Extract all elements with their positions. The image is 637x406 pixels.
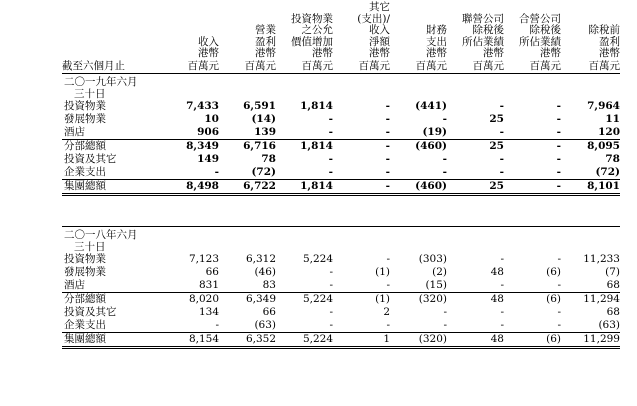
cell-value: - [386, 252, 390, 265]
cell-value: - [500, 278, 504, 291]
table-row [62, 126, 620, 140]
cell-value: (46) [254, 265, 276, 278]
cell-value: 66 [262, 305, 276, 318]
cell-value: 78 [605, 152, 620, 165]
section-2018 [62, 227, 620, 348]
cell-value: - [556, 99, 561, 112]
pretax-profit-column-header: 除稅前 盈利 港幣 [588, 24, 620, 59]
cell-value: - [504, 180, 561, 195]
cell-value: (63) [598, 318, 620, 331]
row-label: 集團總額 [62, 333, 162, 348]
cell-value: 7,964 [587, 99, 620, 112]
cell-value: - [215, 318, 219, 331]
row-label: 集團總額 [62, 180, 162, 195]
cell-value: - [556, 165, 561, 178]
finance-costs-column-header: 財務 支出 港幣 [426, 24, 447, 59]
fair-value-column-header: 投資物業 之公允 價值增加 港幣 [291, 12, 333, 59]
cell-value: 5,224 [302, 252, 333, 265]
table-row [62, 113, 620, 126]
cell-value: 7,123 [188, 252, 219, 265]
associates-unit: 百萬元 [447, 61, 504, 74]
cell-value: 83 [262, 278, 276, 291]
table-row [62, 319, 620, 333]
period-label: 截至六個月止 [62, 59, 125, 72]
section-spacer [62, 195, 620, 227]
cell-value: (6) [546, 265, 561, 278]
cell-value: 906 [197, 125, 219, 138]
cell-value: - [557, 252, 561, 265]
cell-value: 8,154 [162, 333, 219, 348]
cell-value: 134 [198, 305, 219, 318]
cell-value: - [443, 318, 447, 331]
cell-value: 7,433 [186, 99, 219, 112]
row-label: 投資及其它 [64, 305, 117, 318]
cell-value: (1) [333, 293, 390, 307]
period-title: 二〇一八年六月 [62, 227, 620, 242]
cell-value: 5,224 [276, 293, 333, 307]
cell-value: - [504, 140, 561, 154]
cell-value: 8,349 [162, 140, 219, 154]
row-label: 發展物業 [64, 265, 106, 278]
cell-value: - [386, 278, 390, 291]
cell-value: (72) [251, 165, 276, 178]
cell-value: (320) [390, 293, 447, 307]
cell-value: (15) [425, 278, 447, 291]
cell-value: - [499, 99, 504, 112]
cell-value: 1,814 [276, 140, 333, 154]
row-label: 企業支出 [64, 318, 106, 331]
revenue-column-header: 收入 港幣 [198, 35, 219, 59]
cell-value: 1,814 [300, 99, 333, 112]
cell-value: (19) [422, 125, 447, 138]
cell-value: 11 [605, 112, 620, 125]
cell-value: 2 [383, 305, 390, 318]
cell-value: 8,498 [162, 180, 219, 195]
finance-costs-unit: 百萬元 [390, 61, 447, 74]
cell-value: 8,095 [561, 140, 620, 154]
cell-value: (63) [254, 318, 276, 331]
cell-value: 149 [197, 152, 219, 165]
cell-value: 8,020 [162, 293, 219, 307]
joint-ventures-column-header: 合營公司 除稅後 所佔業績 港幣 [519, 12, 561, 59]
cell-value: 8,101 [561, 180, 620, 195]
joint-ventures-unit: 百萬元 [504, 61, 561, 74]
table-row [62, 180, 620, 195]
cell-value: 120 [598, 125, 620, 138]
cell-value: - [328, 165, 333, 178]
cell-value: - [329, 318, 333, 331]
cell-value: (6) [504, 293, 561, 307]
cell-value: 6,716 [219, 140, 276, 154]
table-row [62, 293, 620, 307]
cell-value: (72) [595, 165, 620, 178]
row-label: 分部總額 [62, 293, 162, 307]
cell-value: 48 [447, 293, 504, 307]
cell-value: (1) [375, 265, 390, 278]
cell-value: - [442, 152, 447, 165]
row-label: 發展物業 [64, 112, 106, 125]
operating-profit-unit: 百萬元 [219, 61, 276, 74]
cell-value: 11,233 [583, 252, 620, 265]
cell-value: 11,294 [561, 293, 620, 307]
cell-value: - [442, 165, 447, 178]
cell-value: 25 [447, 140, 504, 154]
table-row [62, 166, 620, 180]
cell-value: 1 [333, 333, 390, 348]
associates-column-header: 聯營公司 除稅後 所佔業績 港幣 [462, 12, 504, 59]
period-title-date: 三十日 [74, 87, 106, 100]
table-row [62, 140, 620, 154]
cell-value: 831 [198, 278, 219, 291]
cell-value: - [333, 180, 390, 195]
revenue-unit: 百萬元 [162, 61, 219, 74]
cell-value: (460) [390, 180, 447, 195]
cell-value: (320) [390, 333, 447, 348]
cell-value: 5,224 [276, 333, 333, 348]
cell-value: - [329, 278, 333, 291]
cell-value: - [328, 125, 333, 138]
table-row [62, 153, 620, 166]
cell-value: - [385, 152, 390, 165]
cell-value: - [556, 152, 561, 165]
cell-value: - [385, 99, 390, 112]
cell-value: (14) [251, 112, 276, 125]
cell-value: - [556, 125, 561, 138]
cell-value: - [499, 125, 504, 138]
table-row [62, 253, 620, 266]
cell-value: (460) [390, 140, 447, 154]
cell-value: - [386, 318, 390, 331]
row-label: 酒店 [64, 278, 85, 291]
table-row [62, 266, 620, 279]
cell-value: 25 [447, 180, 504, 195]
cell-value: - [500, 318, 504, 331]
period-title: 二〇一九年六月 [62, 74, 620, 89]
cell-value: (6) [504, 333, 561, 348]
fair-value-unit: 百萬元 [276, 61, 333, 74]
cell-value: - [329, 265, 333, 278]
cell-value: - [443, 305, 447, 318]
table-row [62, 100, 620, 113]
pretax-profit-unit: 百萬元 [561, 61, 620, 74]
cell-value: 48 [447, 333, 504, 348]
table-row [62, 279, 620, 293]
other-income-column-header: 其它 (支出)/ 收入 淨額 港幣 [357, 1, 390, 59]
cell-value: 48 [490, 265, 504, 278]
cell-value: - [329, 305, 333, 318]
cell-value: - [328, 152, 333, 165]
cell-value: - [385, 165, 390, 178]
cell-value: - [557, 318, 561, 331]
cell-value: 6,352 [219, 333, 276, 348]
cell-value: (303) [418, 252, 447, 265]
cell-value: - [499, 152, 504, 165]
cell-value: (2) [432, 265, 447, 278]
table-row [62, 333, 620, 348]
cell-value: - [385, 125, 390, 138]
row-label: 投資物業 [64, 99, 106, 112]
cell-value: 66 [205, 265, 219, 278]
cell-value: 78 [261, 152, 276, 165]
row-label: 投資及其它 [64, 152, 117, 165]
segment-results-table [62, 2, 620, 349]
cell-value: 6,312 [245, 252, 276, 265]
row-label: 企業支出 [64, 165, 106, 178]
table-row [62, 306, 620, 319]
row-label: 酒店 [64, 125, 85, 138]
period-title-date: 三十日 [74, 240, 106, 253]
cell-value: - [442, 112, 447, 125]
cell-value: 139 [254, 125, 276, 138]
cell-value: 6,349 [219, 293, 276, 307]
cell-value: 68 [606, 305, 620, 318]
cell-value: - [500, 305, 504, 318]
cell-value: 6,591 [243, 99, 276, 112]
cell-value: - [214, 165, 219, 178]
cell-value: 68 [606, 278, 620, 291]
cell-value: - [557, 278, 561, 291]
row-label: 投資物業 [64, 252, 106, 265]
cell-value: 10 [204, 112, 219, 125]
other-income-unit: 百萬元 [333, 61, 390, 74]
section-2019 [62, 74, 620, 195]
cell-value: - [333, 140, 390, 154]
row-label: 分部總額 [62, 140, 162, 154]
cell-value: - [556, 112, 561, 125]
cell-value: 1,814 [276, 180, 333, 195]
cell-value: (7) [605, 265, 620, 278]
cell-value: - [385, 112, 390, 125]
cell-value: 11,299 [561, 333, 620, 348]
cell-value: 6,722 [219, 180, 276, 195]
cell-value: - [499, 165, 504, 178]
cell-value: (441) [415, 99, 447, 112]
table-header [62, 2, 620, 74]
operating-profit-column-header: 營業 盈利 港幣 [255, 24, 276, 59]
cell-value: - [557, 305, 561, 318]
cell-value: - [500, 252, 504, 265]
cell-value: 25 [489, 112, 504, 125]
cell-value: - [328, 112, 333, 125]
period-column-header [62, 2, 162, 61]
